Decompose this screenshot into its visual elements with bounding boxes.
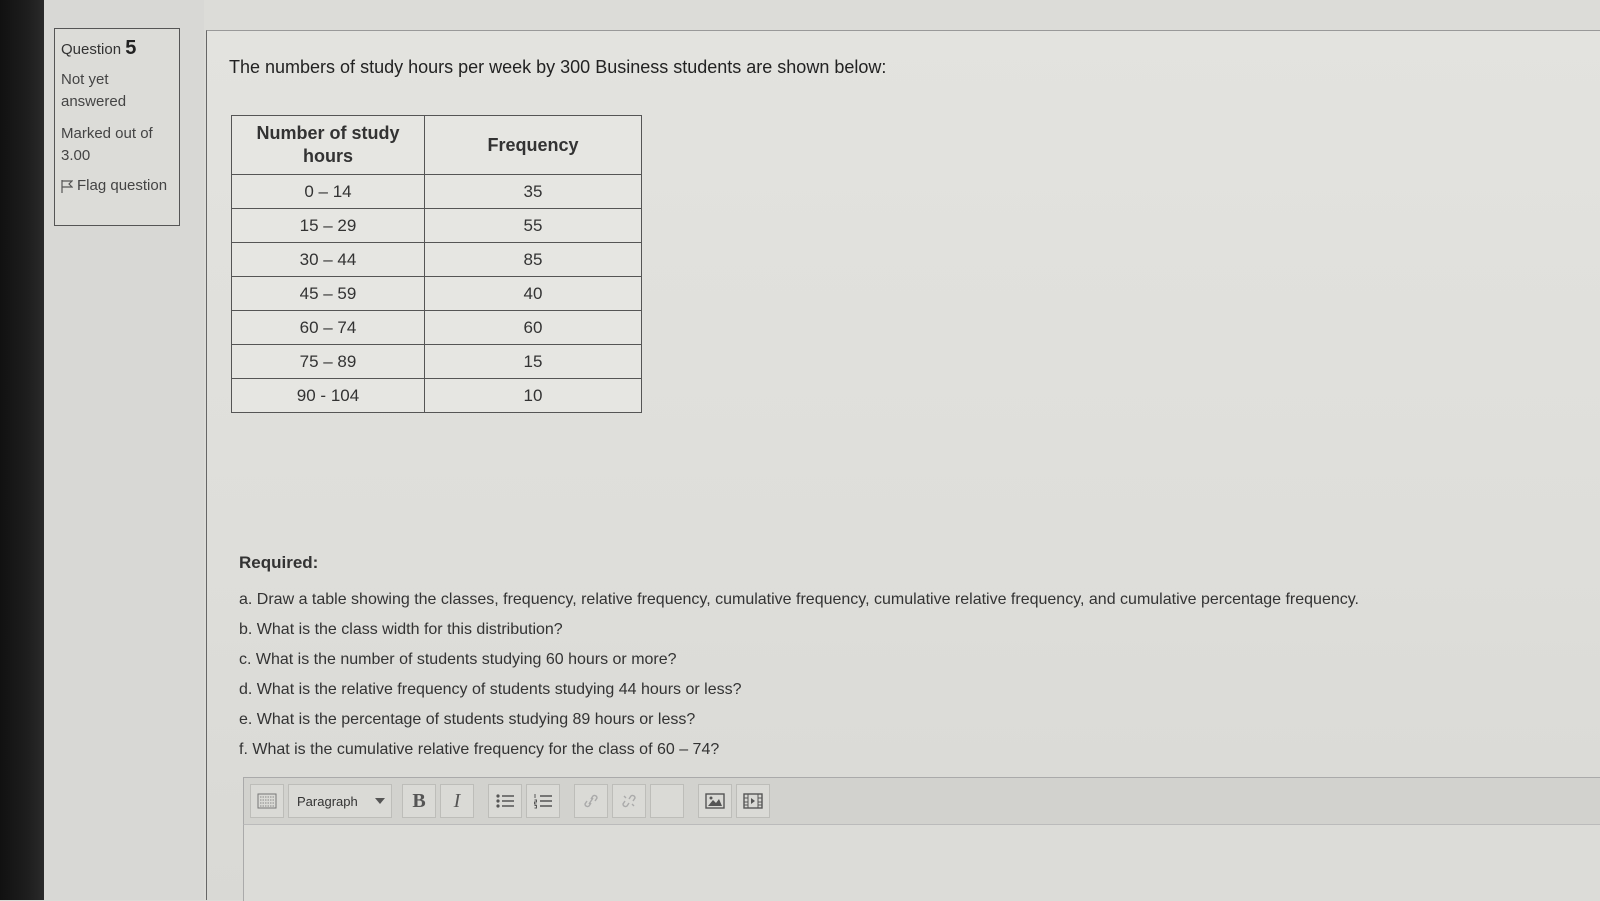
question-state: Not yet answered: [61, 71, 127, 110]
question-heading: [61, 37, 173, 61]
numbered-list-button[interactable]: [526, 784, 560, 818]
bold-button[interactable]: [402, 784, 436, 818]
class-cell: 30 – 44: [232, 243, 425, 277]
bullet-list-button[interactable]: [488, 784, 522, 818]
insert-image-button[interactable]: [698, 784, 732, 818]
frequency-cell: 55: [425, 209, 642, 243]
class-cell: 75 – 89: [232, 345, 425, 379]
frequency-cell: 40: [425, 277, 642, 311]
insert-media-button[interactable]: [736, 784, 770, 818]
class-cell: 0 – 14: [232, 175, 425, 209]
table-row: [232, 209, 642, 243]
class-cell: 90 - 104: [232, 379, 425, 413]
class-cell: 15 – 29: [232, 209, 425, 243]
blank-toolbar-button[interactable]: [650, 784, 684, 818]
paragraph-format-value: Paragraph: [297, 793, 358, 809]
class-cell: 45 – 59: [232, 277, 425, 311]
frequency-cell: 85: [425, 243, 642, 277]
table-row: [232, 243, 642, 277]
table-row: [232, 175, 642, 209]
toolbar-toggle-button[interactable]: [250, 784, 284, 818]
frequency-cell: 15: [425, 345, 642, 379]
required-item: e. What is the percentage of students studying 89 hours or less?: [239, 711, 696, 728]
question-label: Question: [61, 41, 122, 58]
screen-bezel: [0, 0, 44, 900]
numbered-list-icon: [533, 793, 553, 809]
unlink-icon: [620, 793, 638, 809]
flag-icon: [61, 180, 73, 193]
flag-question-link[interactable]: [61, 175, 173, 197]
required-item: c. What is the number of students studying 60 hours or more?: [239, 651, 677, 668]
question-number: 5: [125, 37, 137, 59]
frequency-cell: 35: [425, 175, 642, 209]
table-row: [232, 311, 642, 345]
table-header-row: [232, 116, 642, 175]
unlink-button[interactable]: [612, 784, 646, 818]
answer-editor[interactable]: [243, 825, 1600, 901]
frequency-cell: 60: [425, 311, 642, 345]
required-heading: Required:: [239, 553, 319, 572]
question-content: [206, 30, 1600, 900]
class-cell: 60 – 74: [232, 311, 425, 345]
paragraph-format-select[interactable]: [288, 784, 392, 818]
table-row: [232, 277, 642, 311]
editor-toolbar: [243, 777, 1600, 825]
question-marks: Marked out of 3.00: [61, 125, 153, 164]
frequency-table: [231, 115, 642, 413]
required-item: a. Draw a table showing the classes, frequency, relative frequency, cumulative frequency, cumulative relative frequency, and cumulative percentage frequency.: [239, 591, 1359, 608]
frequency-cell: 10: [425, 379, 642, 413]
keyboard-icon: [257, 793, 277, 809]
image-icon: [705, 793, 725, 809]
bullet-list-icon: [495, 793, 515, 809]
table-row: [232, 379, 642, 413]
column-header-frequency: Frequency: [425, 116, 642, 175]
table-row: [232, 345, 642, 379]
required-item: d. What is the relative frequency of students studying 44 hours or less?: [239, 681, 742, 698]
italic-button[interactable]: [440, 784, 474, 818]
required-item: b. What is the class width for this distribution?: [239, 621, 563, 638]
italic-label: I: [453, 789, 461, 812]
column-header-hours: Number of study hours: [232, 116, 425, 175]
chevron-down-icon: [375, 798, 385, 804]
bold-label: B: [412, 789, 426, 812]
flag-question-label: Flag question: [77, 177, 168, 194]
question-info-box: [54, 28, 180, 226]
question-prompt: The numbers of study hours per week by 300 Business students are shown below:: [229, 57, 887, 77]
required-list: [239, 585, 1359, 765]
required-item: f. What is the cumulative relative frequency for the class of 60 – 74?: [239, 741, 720, 758]
link-icon: [582, 793, 600, 809]
media-icon: [743, 793, 763, 809]
insert-link-button[interactable]: [574, 784, 608, 818]
